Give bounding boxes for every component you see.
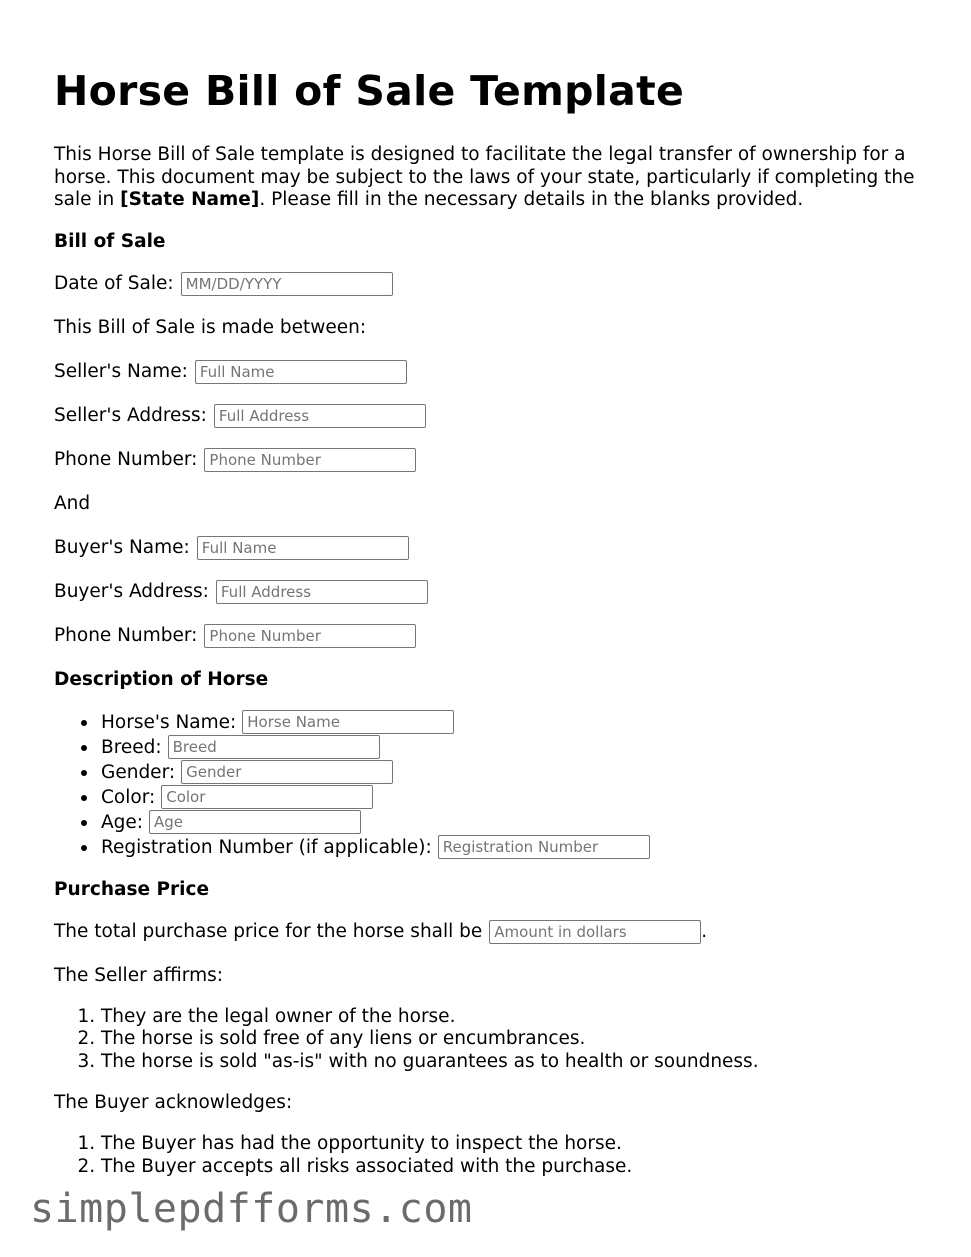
buyer-name-input[interactable] [197,536,409,560]
date-of-sale-input[interactable] [181,272,393,296]
age-input[interactable] [149,810,361,834]
color-label: Color: [101,786,156,808]
age-label: Age: [101,811,144,833]
buyer-phone-label: Phone Number: [54,624,198,646]
seller-address-label: Seller's Address: [54,404,207,426]
intro-paragraph [54,144,934,212]
purchase-price-input[interactable] [489,920,701,944]
seller-name-input[interactable] [195,360,407,384]
list-item: 1. They are the legal owner of the horse. [77,1005,456,1027]
seller-address-input[interactable] [214,404,426,428]
purchase-price-text: The total purchase price for the horse shall be [54,920,483,942]
purchase-price-period: . [701,920,708,942]
list-item [101,710,934,735]
horse-name-label: Horse's Name: [101,711,237,733]
affirm-1: They are the legal owner of the horse. [101,1005,456,1027]
horse-name-input[interactable] [242,710,454,734]
buyer-ack-intro: The Buyer acknowledges: [54,1092,293,1113]
seller-affirms-list [54,1006,934,1074]
watermark: simplepdfforms.com [30,1186,473,1232]
list-item: 2. The Buyer accepts all risks associated with the purchase. [77,1155,633,1177]
list-item: 3. The horse is sold "as-is" with no guarantees as to health or soundness. [77,1050,759,1072]
purchase-price-heading: Purchase Price [54,878,210,900]
seller-address-row [54,404,934,428]
list-item [101,760,934,785]
page-title: Horse Bill of Sale Template [54,67,685,115]
horse-description-list [54,710,934,860]
ack-2: The Buyer accepts all risks associated with the purchase. [101,1155,633,1177]
registration-number-input[interactable] [438,835,650,859]
list-item [101,735,934,760]
buyer-phone-row [54,624,934,648]
list-item [101,810,934,835]
description-heading: Description of Horse [54,668,269,690]
registration-label: Registration Number (if applicable): [101,836,432,858]
buyer-ack-list [54,1133,934,1178]
breed-input[interactable] [168,735,380,759]
gender-input[interactable] [181,760,393,784]
ack-1: The Buyer has had the opportunity to inspect the horse. [101,1133,622,1154]
affirm-2: The horse is sold free of any liens or encumbrances. [101,1028,586,1049]
date-label: Date of Sale: [54,272,174,294]
list-item: 2. The horse is sold free of any liens or encumbrances. [77,1028,586,1049]
intro-text-2: . Please fill in the necessary details in the blanks provided. [259,189,804,210]
bill-of-sale-heading: Bill of Sale [54,230,166,252]
gender-label: Gender: [101,761,176,783]
seller-name-row [54,360,934,384]
buyer-address-label: Buyer's Address: [54,580,209,602]
and-text: And [54,492,91,514]
affirm-3: The horse is sold "as-is" with no guarantees as to health or soundness. [101,1050,759,1072]
seller-phone-label: Phone Number: [54,448,198,470]
buyer-address-input[interactable] [216,580,428,604]
purchase-price-row [54,920,934,944]
color-input[interactable] [161,785,373,809]
document [54,64,934,1196]
buyer-address-row [54,580,934,604]
between-text: This Bill of Sale is made between: [54,316,367,338]
state-name: [State Name] [120,189,260,210]
breed-label: Breed: [101,736,162,758]
buyer-phone-input[interactable] [204,624,416,648]
intro-text-1: This Horse Bill of Sale template is designed to facilitate the legal transfer of ownership for a horse. This document may be subject to the laws of your state, particularly if completing the sale in [54,144,915,210]
seller-affirms-intro: The Seller affirms: [54,964,223,986]
buyer-name-row [54,536,934,560]
buyer-name-label: Buyer's Name: [54,536,190,558]
seller-name-label: Seller's Name: [54,360,188,382]
list-item [101,785,934,810]
date-row [54,272,934,296]
list-item: 1. The Buyer has had the opportunity to inspect the horse. [77,1133,622,1154]
seller-phone-row [54,448,934,472]
list-item [101,835,934,860]
seller-phone-input[interactable] [204,448,416,472]
